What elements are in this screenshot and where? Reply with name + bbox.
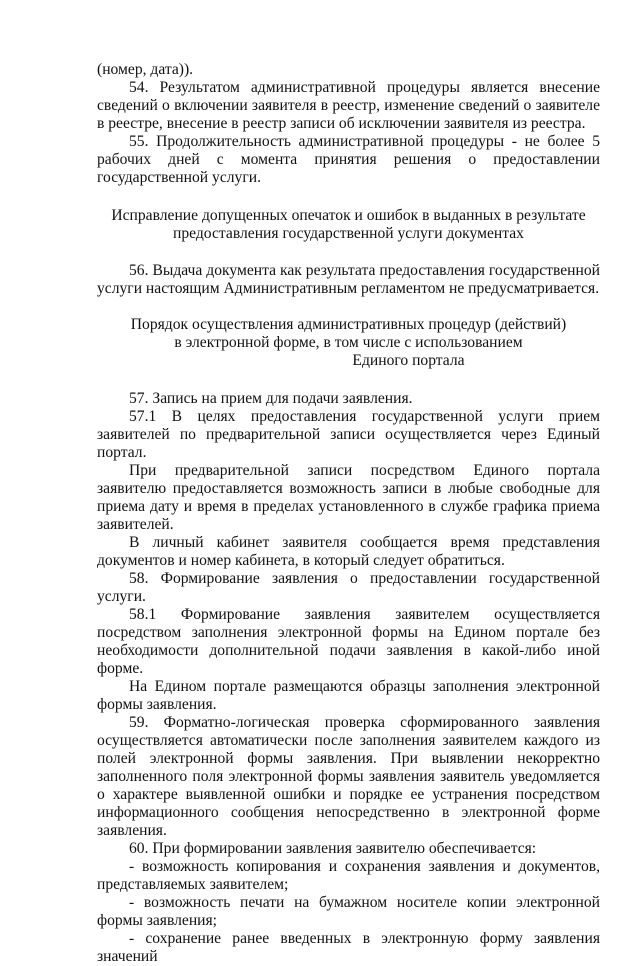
heading-line: Единого портала bbox=[352, 352, 465, 369]
paragraph-continuation: (номер, дата)). bbox=[97, 61, 194, 78]
section-heading-corrections bbox=[97, 207, 600, 243]
paragraph-prerecord: При предварительной записи посредством Единого портала заявителю предоставляется возможность записи в любые свободные для приема дату и время в пределах установленного в службе графика приема заявителей. bbox=[97, 462, 600, 533]
heading-line: Порядок осуществления административных процедур (действий) bbox=[130, 316, 567, 333]
heading-line: в электронной форме, в том числе с использованием bbox=[174, 334, 523, 351]
list-item-saving: - сохранение ранее введенных в электронную форму заявления значений bbox=[97, 930, 600, 965]
paragraph-59: 59. Форматно-логическая проверка сформированного заявления осуществляется автоматически после заполнения заявителем каждого из полей электронной формы заявления. При выявлении некорректно заполненного поля электронной формы заявления заявитель уведомляется о характере выявленной ошибки и порядке ее устранения посредством информационного сообщения непосредственно в электронной форме заявления. bbox=[97, 714, 600, 839]
document-body bbox=[97, 61, 600, 966]
list-item-printing: - возможность печати на бумажном носителе копии электронной формы заявления; bbox=[97, 894, 600, 929]
paragraph-cabinet: В личный кабинет заявителя сообщается время представления документов и номер кабинета, в который следует обратиться. bbox=[97, 534, 600, 569]
paragraph-55: 55. Продолжительность административной процедуры - не более 5 рабочих дней с момента принятия решения о предоставлении государственной услуги. bbox=[97, 133, 600, 186]
paragraph-57: 57. Запись на прием для подачи заявления. bbox=[129, 390, 413, 407]
paragraph-samples: На Едином портале размещаются образцы заполнения электронной формы заявления. bbox=[97, 678, 600, 713]
paragraph-54: 54. Результатом административной процедуры является внесение сведений о включении заявителя в реестр, изменение сведений о заявителе в реестре, внесение в реестр записи об исключении заявителя из реестра. bbox=[97, 79, 600, 132]
paragraph-58: 58. Формирование заявления о предоставлении государственной услуги. bbox=[97, 570, 600, 605]
heading-line: предоставления государственной услуги документах bbox=[173, 225, 524, 242]
heading-line: Исправление допущенных опечаток и ошибок в выданных в результате bbox=[111, 207, 586, 224]
paragraph-56: 56. Выдача документа как результата предоставления государственной услуги настоящим Административным регламентом не предусматривается. bbox=[97, 262, 600, 297]
paragraph-60: 60. При формировании заявления заявителю обеспечивается: bbox=[129, 840, 537, 857]
section-heading-electronic bbox=[97, 316, 600, 370]
paragraph-58-1: 58.1 Формирование заявления заявителем осуществляется посредством заполнения электронной формы на Едином портале без необходимости дополнительной подачи заявления в какой-либо иной форме. bbox=[97, 606, 600, 677]
list-item-copying: - возможность копирования и сохранения заявления и документов, представляемых заявителем; bbox=[97, 858, 600, 893]
paragraph-57-1: 57.1 В целях предоставления государственной услуги прием заявителей по предварительной записи осуществляется через Единый портал. bbox=[97, 408, 600, 461]
